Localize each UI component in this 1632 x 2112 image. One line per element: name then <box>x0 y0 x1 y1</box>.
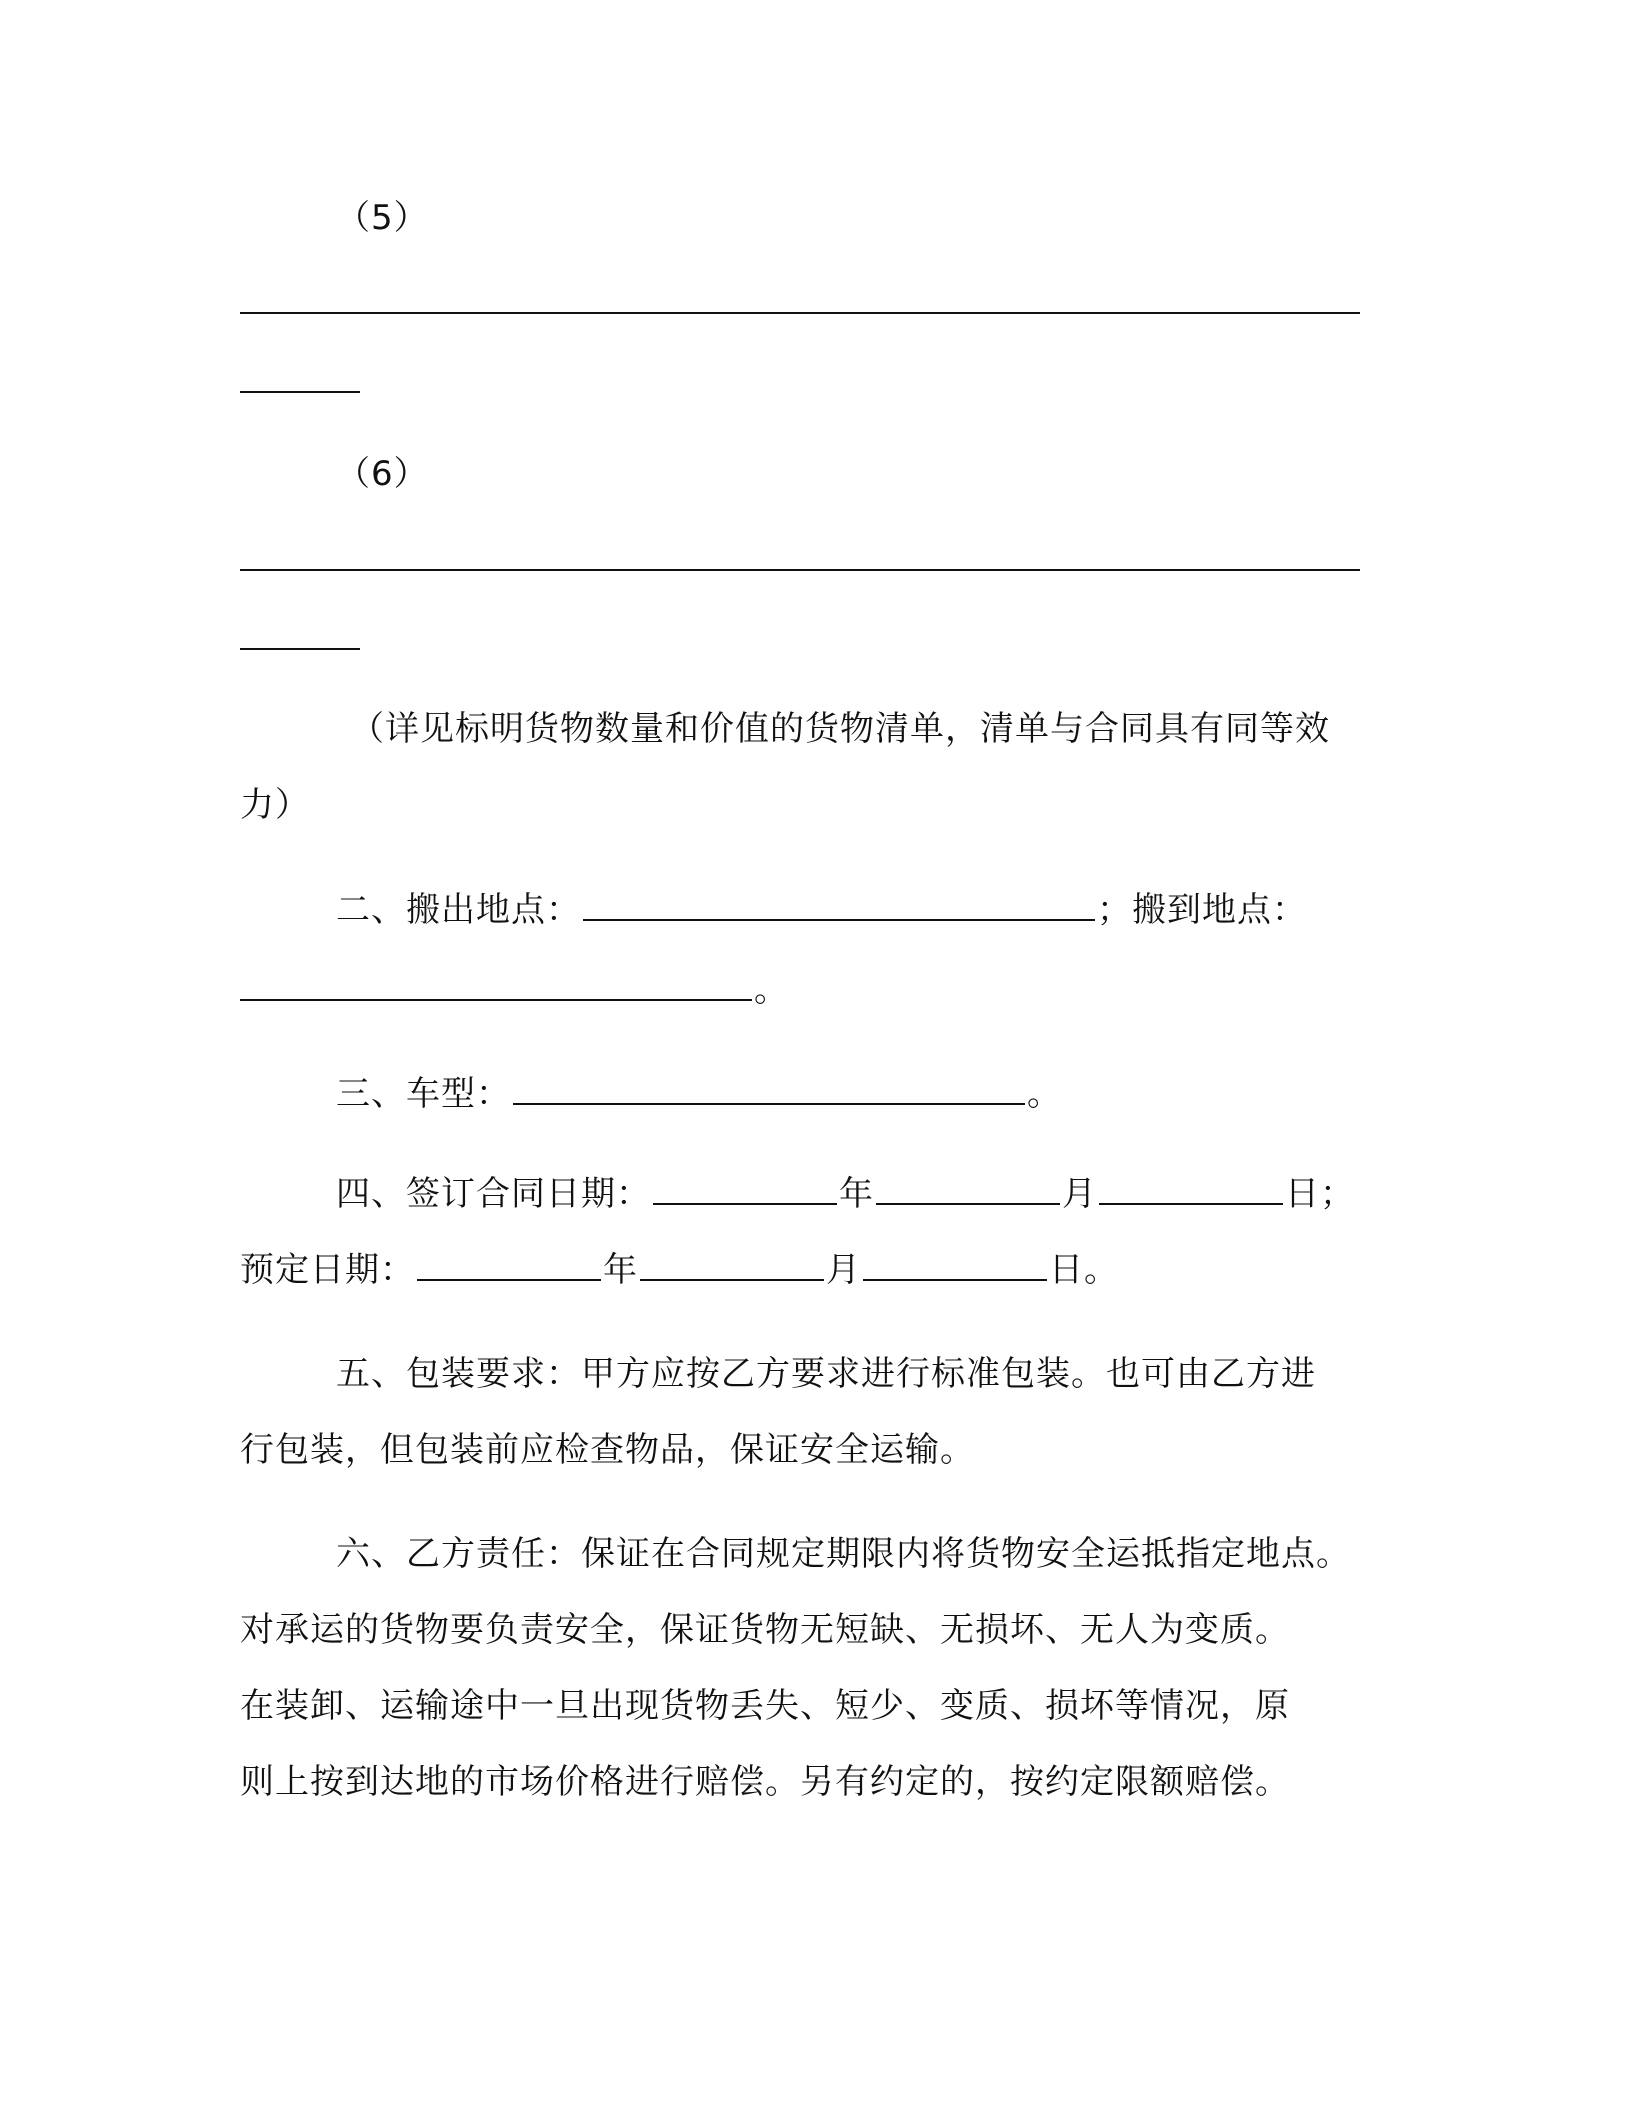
section-3-label: 三、车型： <box>336 1074 511 1114</box>
item-5-number: （5） <box>336 198 429 238</box>
section-5-line-2: 行包装，但包装前应检查物品，保证安全运输。 <box>240 1430 975 1470</box>
scheduled-year-blank <box>417 1249 601 1281</box>
signing-day-blank <box>1099 1173 1283 1205</box>
signing-year-blank <box>653 1173 837 1205</box>
item-5-blank-line-1 <box>240 312 1360 314</box>
item-5-blank-line-2 <box>240 391 360 393</box>
day-label-2: 日。 <box>1049 1250 1119 1290</box>
year-label: 年 <box>839 1174 874 1214</box>
section-6-line-3: 在装卸、运输途中一旦出现货物丢失、短少、变质、损坏等情况，原 <box>240 1686 1290 1726</box>
section-2-label: 二、搬出地点： <box>336 890 581 930</box>
scheduled-month-blank <box>640 1249 824 1281</box>
goods-list-note-line-1: （详见标明货物数量和价值的货物清单，清单与合同具有同等效 <box>350 709 1330 749</box>
section-2-mid: ；搬到地点： <box>1097 890 1307 930</box>
year-label-2: 年 <box>603 1250 638 1290</box>
item-6-blank-line-2 <box>240 648 360 650</box>
item-6-number: （6） <box>336 454 429 494</box>
scheduled-date-label: 预定日期： <box>240 1250 415 1290</box>
month-label: 月 <box>1062 1174 1097 1214</box>
section-2-line-1 <box>336 888 1307 932</box>
section-3-line <box>336 1072 1062 1116</box>
section-6-line-2: 对承运的货物要负责安全，保证货物无短缺、无损坏、无人为变质。 <box>240 1610 1290 1650</box>
section-4-line-1 <box>336 1172 1355 1216</box>
move-out-location-blank <box>583 889 1095 921</box>
item-6-blank-line-1 <box>240 569 1360 571</box>
signing-month-blank <box>876 1173 1060 1205</box>
section-3-end: 。 <box>1027 1074 1062 1114</box>
section-4-line-2 <box>240 1248 1119 1292</box>
section-2-line-2 <box>240 968 789 1012</box>
section-6-line-4: 则上按到达地的市场价格进行赔偿。另有约定的，按约定限额赔偿。 <box>240 1762 1290 1802</box>
goods-list-note-line-2: 力） <box>240 785 310 825</box>
move-to-location-blank <box>240 969 752 1001</box>
section-4-label: 四、签订合同日期： <box>336 1174 651 1214</box>
section-6-line-1: 六、乙方责任：保证在合同规定期限内将货物安全运抵指定地点。 <box>336 1534 1351 1574</box>
scheduled-day-blank <box>863 1249 1047 1281</box>
section-5-line-1: 五、包装要求：甲方应按乙方要求进行标准包装。也可由乙方进 <box>336 1354 1316 1394</box>
section-2-end: 。 <box>754 970 789 1010</box>
month-label-2: 月 <box>826 1250 861 1290</box>
day-label: 日； <box>1285 1174 1355 1214</box>
vehicle-type-blank <box>513 1073 1025 1105</box>
